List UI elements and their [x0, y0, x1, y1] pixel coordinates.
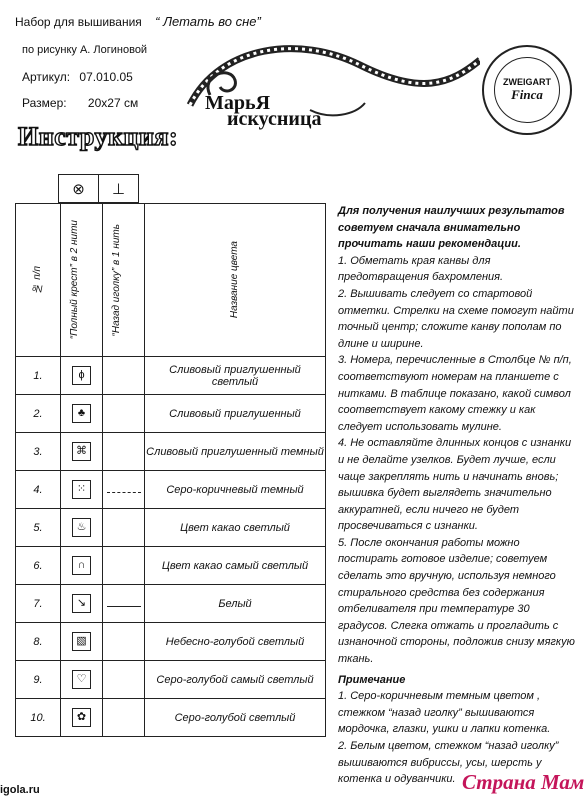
- stitch-symbol-cell: [61, 357, 103, 395]
- recommendations: [338, 203, 578, 788]
- size-value: 20x27 см: [87, 96, 139, 110]
- stitch-symbol-icon: ↘: [72, 594, 91, 613]
- col-header: № п/п: [16, 204, 61, 357]
- footer-watermark: Страна Мам: [462, 770, 585, 794]
- stitch-symbol-cell: [61, 699, 103, 737]
- table-row: [16, 699, 326, 737]
- stitch-symbol-cell: [61, 623, 103, 661]
- stitch-symbol-icon: ♨: [72, 518, 91, 537]
- color-name: Сливовый приглушенный светлый: [145, 357, 326, 395]
- row-number: 10.: [16, 699, 61, 737]
- row-number: 2.: [16, 395, 61, 433]
- backstitch-icon: ⊥: [98, 174, 139, 203]
- table-row: [16, 357, 326, 395]
- stitch-symbol-icon: ɸ: [72, 366, 91, 385]
- table-row: [16, 585, 326, 623]
- row-number: 7.: [16, 585, 61, 623]
- size-label: Размер:: [22, 96, 67, 110]
- zweigart-badge: [482, 45, 572, 135]
- list-item: 1. Обметать края канвы для предотвращения бахромления.: [338, 254, 504, 284]
- col-header: Название цвета: [145, 204, 326, 357]
- logo-line2: искусница: [227, 108, 322, 130]
- color-name: Серо-голубой светлый: [145, 699, 326, 737]
- col-header: “Полный крест” в 2 нити: [61, 204, 103, 357]
- backstitch-line-cell: [103, 357, 145, 395]
- row-number: 1.: [16, 357, 61, 395]
- stitch-symbol-cell: [61, 661, 103, 699]
- article-line: [22, 70, 133, 84]
- backstitch-line: [107, 492, 141, 493]
- backstitch-line-cell: [103, 623, 145, 661]
- color-name: Серо-коричневый темный: [145, 471, 326, 509]
- kit-title: “ Летать во сне”: [155, 14, 261, 29]
- author-line: по рисунку А. Логиновой: [22, 44, 148, 56]
- stitch-symbol-icon: ✿: [72, 708, 91, 727]
- backstitch-line-cell: [103, 471, 145, 509]
- stitch-symbol-cell: [61, 395, 103, 433]
- decorative-swirl: [180, 25, 480, 145]
- note-item: 2. Белым цветом, стежком “назад иголку” вышиваются вибриссы, усы, шерсть у котенка и одуванчики.: [338, 740, 559, 786]
- table-row: [16, 395, 326, 433]
- stitch-symbol-cell: [61, 509, 103, 547]
- col-header: “Назад иголку” в 1 нить: [103, 204, 145, 357]
- stitch-symbol-cell: [61, 585, 103, 623]
- list-item: 4. Не оставляйте длинных концов с изнанки и не делайте узелков. Будет лучше, если чаще закреплять нить и начинать вновь; вышивка будет выглядеть значительно аккуратней, если ничего не будет просвечиваться с изнанки.: [338, 437, 572, 533]
- row-number: 9.: [16, 661, 61, 699]
- row-number: 6.: [16, 547, 61, 585]
- table-row: [16, 661, 326, 699]
- list-item: 3. Номера, перечисленные в Столбце № п/п, соответствуют номерам на планшете с нитками. В таблице показано, какой символ соответствует какому стежку и как следует использовать мулине.: [338, 354, 572, 433]
- stitch-symbol-icon: ▧: [72, 632, 91, 651]
- row-number: 8.: [16, 623, 61, 661]
- note-title: Примечание: [338, 673, 406, 686]
- stitch-icons: [59, 174, 139, 203]
- stitch-symbol-icon: ♣: [72, 404, 91, 423]
- cross-stitch-icon: ⊗: [58, 174, 99, 203]
- footer-site: igola.ru: [0, 784, 40, 796]
- brand-logo: [205, 92, 322, 130]
- table-row: [16, 471, 326, 509]
- table-row: [16, 623, 326, 661]
- backstitch-line-cell: [103, 661, 145, 699]
- article-label: Артикул:: [22, 70, 71, 84]
- color-name: Цвет какао светлый: [145, 509, 326, 547]
- color-legend-table: [15, 203, 326, 737]
- color-name: Небесно-голубой светлый: [145, 623, 326, 661]
- row-number: 4.: [16, 471, 61, 509]
- backstitch-line-cell: [103, 433, 145, 471]
- color-name: Сливовый приглушенный: [145, 395, 326, 433]
- size-line: [22, 96, 138, 110]
- stitch-symbol-icon: ⁙: [72, 480, 91, 499]
- list-item: 5. После окончания работы можно постирать готовое изделие; советуем сделать это вручную, используя немного стирального средства без содержания отбеливателя при температуре 30 градусов. Слегка отжать и прогладить с изнаночной стороны, подложив снизу мягкую ткань.: [338, 536, 575, 666]
- list-item: 2. Вышивать следует со стартовой отметки. Стрелки на схеме помогут найти точный центр; сложите канву пополам по длине и ширине.: [338, 287, 574, 350]
- stitch-symbol-icon: ∩: [72, 556, 91, 575]
- color-name: Серо-голубой самый светлый: [145, 661, 326, 699]
- table-row: [16, 509, 326, 547]
- instruction-title: Инструкция:: [18, 122, 179, 151]
- backstitch-line-cell: [103, 395, 145, 433]
- table-row: [16, 547, 326, 585]
- note-item: 1. Серо-коричневым темным цветом , стежком “назад иголку” вышиваются мордочка, глазки, ушки и лапки котенка.: [338, 690, 551, 736]
- stitch-symbol-icon: ♡: [72, 670, 91, 689]
- table-row: [16, 433, 326, 471]
- intro-text: Для получения наилучших результатов советуем сначала внимательно прочитать наши рекомендации.: [338, 205, 565, 251]
- color-name: Цвет какао самый светлый: [145, 547, 326, 585]
- stitch-symbol-icon: ⌘: [72, 442, 91, 461]
- color-name: Белый: [145, 585, 326, 623]
- stitch-symbol-cell: [61, 547, 103, 585]
- row-number: 3.: [16, 433, 61, 471]
- table-header-row: [16, 204, 326, 357]
- backstitch-line: [107, 606, 141, 607]
- article-value: 07.010.05: [79, 70, 133, 84]
- color-name: Сливовый приглушенный темный: [145, 433, 326, 471]
- backstitch-line-cell: [103, 509, 145, 547]
- badge-brand: ZWEIGART: [503, 77, 551, 87]
- backstitch-line-cell: [103, 547, 145, 585]
- backstitch-line-cell: [103, 585, 145, 623]
- backstitch-line-cell: [103, 699, 145, 737]
- kit-label: Набор для вышивания: [15, 15, 142, 29]
- logo-line1: МарьЯ: [205, 92, 271, 114]
- stitch-symbol-cell: [61, 433, 103, 471]
- badge-model: Finca: [511, 87, 543, 102]
- row-number: 5.: [16, 509, 61, 547]
- stitch-symbol-cell: [61, 471, 103, 509]
